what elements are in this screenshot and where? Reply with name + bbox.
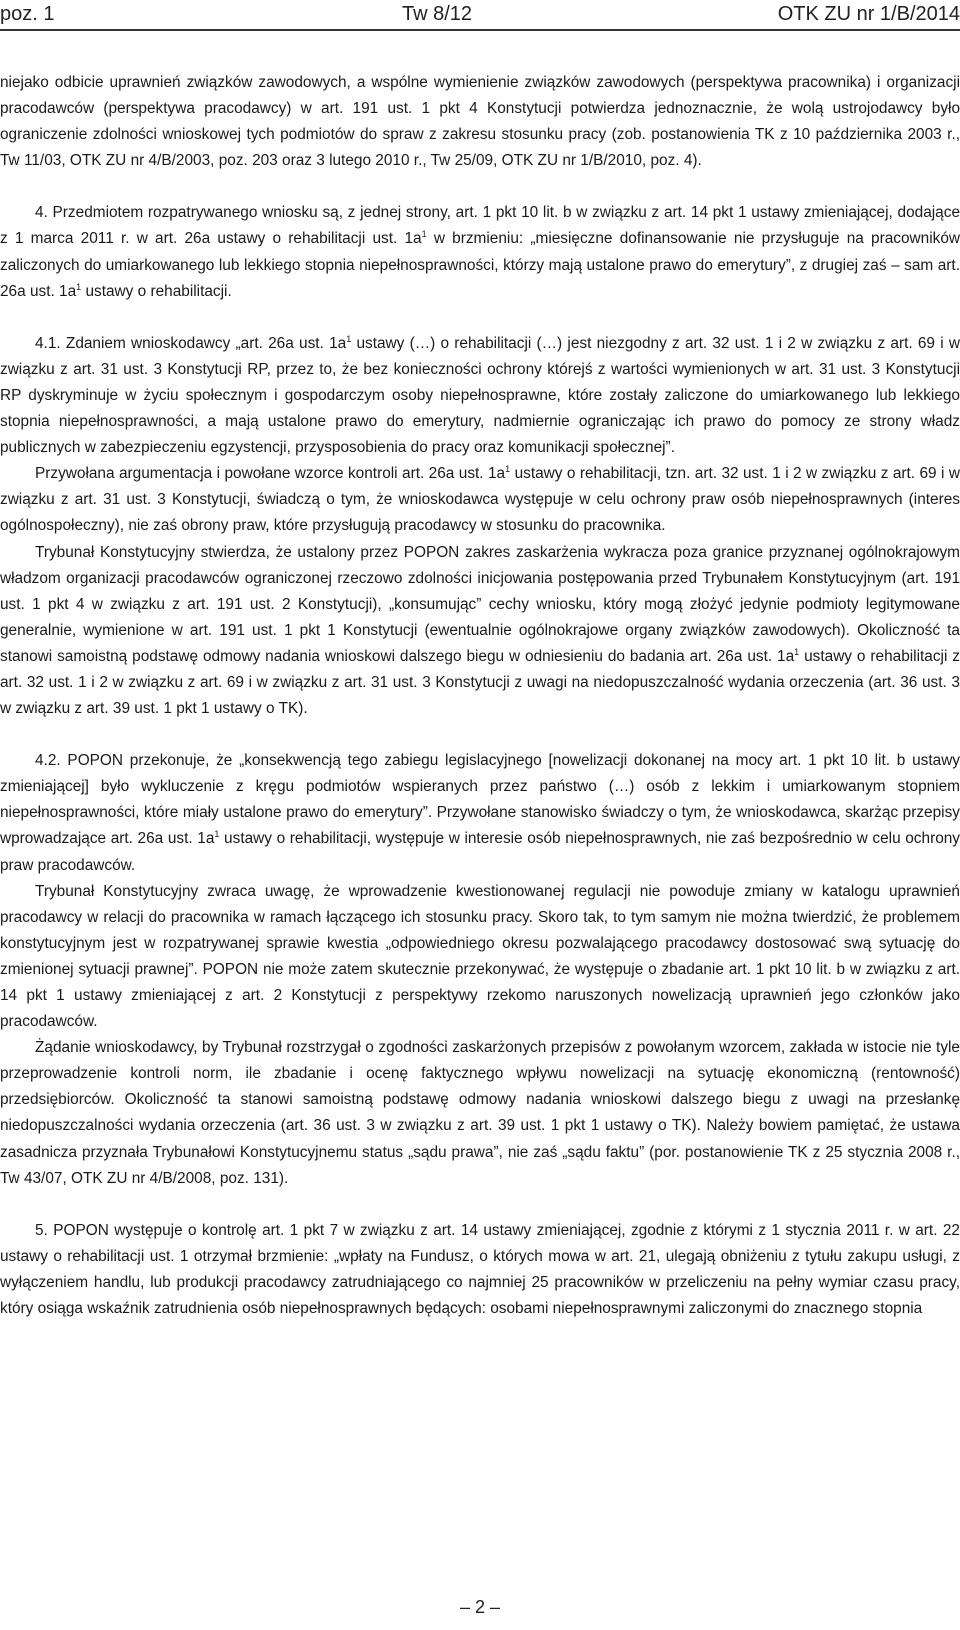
paragraph-text: 4.2. POPON przekonuje, że „konsekwencją tego zabiegu legislacyjnego [nowelizacji dokonanej na mocy art. 1 pkt 10 lit. b ustawy zmieniającej] było wykluczenie z kręgu podmiotów wspieranych przez państwo (…) osób z lekkim i umiarkowanym stopniem niepełnosprawności, które miały ustalone prawo do emerytury”. Przywołane stanowisko świadczy o tym, że wnioskodawca, skarżąc przepisy wprowadzające art. 26a ust. 1a bbox=[0, 752, 960, 848]
paragraph-text: 5. POPON występuje o kontrolę art. 1 pkt 7 w związku z art. 14 ustawy zmieniającej, zgodnie z którymi z 1 stycznia 2011 r. w art. 22 ustawy o rehabilitacji ust. 1 otrzymał brzmienie: „wpłaty na Fundusz, o których mowa w art. 21, ulegają obniżeniu z tytułu zakupu usługi, z wyłączeniem handlu, lub produkcji pracodawcy zatrudniającego co najmniej 25 pracowników w przeliczeniu na pełny wymiar czasu pracy, który osiąga wskaźnik zatrudnienia osób niepełnosprawnych będących: osobami niepełnosprawnymi zaliczonymi do znacznego stopnia bbox=[0, 1221, 960, 1318]
paragraph bbox=[0, 70, 960, 174]
paragraph-text: Przywołana argumentacja i powołane wzorce kontroli art. 26a ust. 1a bbox=[35, 465, 506, 483]
paragraph-text: Żądanie wnioskodawcy, by Trybunał rozstrzygał o zgodności zaskarżonych przepisów z powołanym wzorcem, zakłada w istocie nie tyle przeprowadzenie kontroli norm, ile zbadanie i ocenę faktycznego wpływu nowelizacji na sytuację ekonomiczną (rentowność) przedsiębiorców. Okoliczność ta stanowi samoistną podstawę odmowy nadania wnioskowi dalszego biegu z uwagi na przesłankę niedopuszczalności wydania orzeczenia (art. 36 ust. 3 w związku z art. 39 ust. 1 pkt 1 ustawy o TK). Należy bowiem pamiętać, że ustawa zasadnicza przyznała Trybunałowi Konstytucyjnemu status „sądu prawa”, nie zaś „sądu faktu” (por. postanowienie TK z 25 stycznia 2008 r., Tw 43/07, OTK ZU nr 4/B/2008, poz. 131). bbox=[0, 1039, 960, 1187]
running-header bbox=[0, 0, 960, 36]
paragraph bbox=[0, 461, 960, 539]
page-number: – 2 – bbox=[459, 1597, 501, 1617]
paragraph-text: Trybunał Konstytucyjny stwierdza, że ustalony przez POPON zakres zaskarżenia wykracza poza granice przyznanej ogólnokrajowym władzom organizacji pracodawców ograniczonej rzeczowo zdolności inicjowania postępowania przed Trybunałem Konstytucyjnym (art. 191 ust. 1 pkt 4 w związku z art. 191 ust. 2 Konstytucji), „konsumując” cechy wniosku, który mogą złożyć jedynie podmioty legitymowane generalnie, wymienione w art. 191 ust. 1 pkt 1 Konstytucji (ewentualnie ogólnokrajowe organy związków zawodowych). Okoliczność ta stanowi samoistną podstawę odmowy nadania wnioskowi dalszego biegu w odniesieniu do badania art. 26a ust. 1a bbox=[0, 543, 960, 665]
paragraph bbox=[0, 331, 960, 461]
paragraph-text: ustawy o rehabilitacji. bbox=[81, 282, 232, 300]
paragraph-text: ustawy o rehabilitacji z art. 32 ust. 1 i 2 w związku z art. 69 i w związku z art. 31 ust. 3 Konstytucji z uwagi na niedopuszczalność wydania orzeczenia (art. 36 ust. 3 w związku z art. 39 ust. 1 pkt 1 ustawy o TK). bbox=[0, 647, 960, 718]
paragraph bbox=[0, 879, 960, 1036]
paragraph bbox=[0, 200, 960, 304]
paragraph bbox=[0, 748, 960, 878]
paragraph bbox=[0, 540, 960, 723]
header-rule bbox=[0, 29, 960, 31]
header-case-number: Tw 8/12 bbox=[402, 3, 473, 25]
paragraph bbox=[0, 1218, 960, 1322]
superscript: 1 bbox=[346, 333, 352, 344]
paragraph-text: w brzmieniu: „miesięczne dofinansowanie nie przysługuje na pracowników zaliczonych do umiarkowanego lub lekkiego stopnia niepełnosprawności, którzy mają ustalone prawo do emerytury”, z drugiej zaś – sam art. 26a ust. 1a bbox=[0, 230, 960, 300]
paragraph-text: ustawy o rehabilitacji, występuje w interesie osób niepełnosprawnych, nie zaś bezpośrednio w celu ochrony praw pracodawców. bbox=[0, 830, 960, 874]
document-body bbox=[0, 70, 960, 1322]
paragraph-text: ustawy (…) o rehabilitacji (…) jest niezgodny z art. 32 ust. 1 i 2 w związku z art. 69 i w związku z art. 31 ust. 3 Konstytucji RP, przez to, że bez konieczności ochrony którejś z wartości wymienionych w art. 31 ust. 3 Konstytucji RP dyskryminuje w życiu społecznym i gospodarczym osoby niepełnosprawne, które zostały zaliczone do umiarkowanego lub lekkiego stopnia niepełnosprawności, a mają ustalone prawo do emerytury, nadmiernie ograniczając ich prawo do pomocy ze strony władz publicznych w zabezpieczeniu egzystencji, przysposobienia do pracy oraz komunikacji społecznej”. bbox=[0, 334, 960, 457]
paragraph-text: niejako odbicie uprawnień związków zawodowych, a wspólne wymienienie związków zawodowych (perspektywa pracownika) i organizacji pracodawców (perspektywa pracodawcy) w art. 191 ust. 1 pkt 4 Konstytucji potwierdza jednoznacznie, że wolą ustrojodawcy było ograniczenie zdolności wnioskowej tych podmiotów do spraw z zakresu stosunku pracy (zob. postanowienia TK z 10 października 2003 r., Tw 11/03, OTK ZU nr 4/B/2003, poz. 203 oraz 3 lutego 2010 r., Tw 25/09, OTK ZU nr 1/B/2010, poz. 4). bbox=[0, 74, 960, 170]
paragraph-text: ustawy o rehabilitacji, tzn. art. 32 ust. 1 i 2 w związku z art. 69 i w związku z art. 31 ust. 3 Konstytucji, świadczą o tym, że wnioskodawca występuje w celu ochrony praw osób niepełnosprawnych (interes ogólnospołeczny), nie zaś obrony praw, które przysługują pracodawcy w stosunku do pracownika. bbox=[0, 465, 960, 535]
paragraph-text: 4. Przedmiotem rozpatrywanego wniosku są, z jednej strony, art. 1 pkt 10 lit. b w związku z art. 14 pkt 1 ustawy zmieniającej, dodające z 1 marca 2011 r. w art. 26a ustawy o rehabilitacji ust. 1a bbox=[0, 204, 960, 248]
superscript: 1 bbox=[505, 464, 511, 475]
paragraph bbox=[0, 1035, 960, 1192]
paragraph-text: Trybunał Konstytucyjny zwraca uwagę, że wprowadzenie kwestionowanej regulacji nie powoduje zmiany w katalogu uprawnień pracodawcy w relacji do pracownika w ramach łączącego ich stosunku pracy. Skoro tak, to tym samym nie można twierdzić, że problemem konstytucyjnym jest w rozpatrywanej sprawie kwestia „odpowiedniego okresu pozwalającego pracodawcy dostosować swą sytuację do zmienionej sytuacji prawnej”. POPON nie może zatem skutecznie przekonywać, że występuje o zbadanie art. 1 pkt 10 lit. b w związku z art. 14 pkt 1 ustawy zmieniającej z art. 2 Konstytucji z perspektywy rzekomo naruszonych nowelizacją uprawnień jego członków jako pracodawców. bbox=[0, 882, 960, 1031]
paragraph-text: 4.1. Zdaniem wnioskodawcy „art. 26a ust. 1a bbox=[35, 334, 347, 352]
superscript: 1 bbox=[421, 229, 427, 240]
superscript: 1 bbox=[794, 646, 800, 657]
superscript: 1 bbox=[214, 829, 220, 840]
header-journal: OTK ZU nr 1/B/2014 bbox=[777, 3, 960, 25]
header-position: poz. 1 bbox=[0, 3, 55, 25]
superscript: 1 bbox=[76, 281, 82, 292]
